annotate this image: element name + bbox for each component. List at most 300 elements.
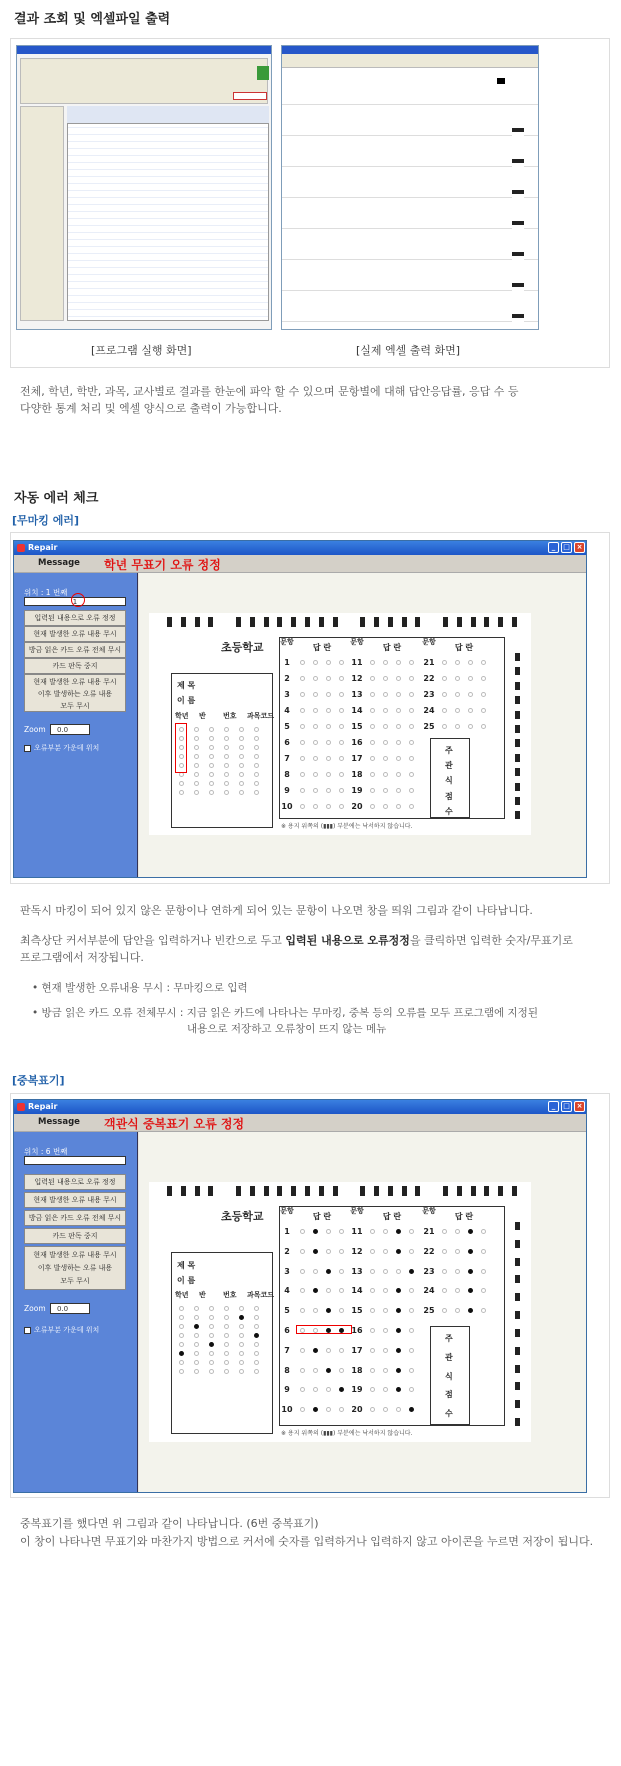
- omr-panel: [139, 1132, 587, 1493]
- bubble: [383, 660, 388, 665]
- bubble: [383, 1348, 388, 1353]
- timing-mark: [305, 1186, 310, 1196]
- ignore-card-button[interactable]: 방금 읽은 카드 오류 전체 무시: [24, 642, 126, 658]
- bubble: [326, 1348, 331, 1353]
- filled-bubble: [396, 1348, 401, 1353]
- filled-bubble: [396, 1308, 401, 1313]
- bubble: [409, 676, 414, 681]
- bubble: [224, 790, 229, 795]
- minimize-icon[interactable]: _: [548, 542, 559, 553]
- timing-mark: [264, 1186, 269, 1196]
- section1-description-2: 다양한 통계 처리 및 엑셀 양식으로 출력이 가능합니다.: [20, 402, 282, 415]
- question-number: 16: [351, 1326, 363, 1335]
- bubble: [254, 745, 259, 750]
- school-name: 초등학교: [221, 1210, 264, 1223]
- question-number: 14: [351, 706, 363, 715]
- bubble: [339, 740, 344, 745]
- bubble: [339, 788, 344, 793]
- bubble: [468, 676, 473, 681]
- side-timing-mark: [515, 768, 520, 776]
- question-number: 24: [423, 706, 435, 715]
- ignore-all-after-button[interactable]: [24, 1246, 126, 1290]
- bubble: [326, 788, 331, 793]
- timing-mark: [484, 617, 489, 627]
- bubble: [300, 1229, 305, 1234]
- title-bar: [14, 541, 586, 555]
- col-question: 문항: [422, 638, 436, 646]
- bubble: [339, 692, 344, 697]
- center-error-checkbox[interactable]: [24, 1325, 99, 1335]
- bubble: [409, 804, 414, 809]
- bubble: [442, 1308, 447, 1313]
- filled-bubble: [396, 1249, 401, 1254]
- filled-bubble: [396, 1387, 401, 1392]
- filled-bubble: [326, 1368, 331, 1373]
- side-timing-mark: [515, 725, 520, 733]
- question-number: 20: [351, 1405, 363, 1415]
- question-number: 7: [284, 1345, 290, 1355]
- close-icon[interactable]: ×: [574, 542, 585, 553]
- bubble: [339, 660, 344, 665]
- col-answer: 답 란: [312, 1212, 332, 1221]
- section1-description-1: 전체, 학년, 학반, 과목, 교사별로 결과를 한눈에 파악 할 수 있으며 문항별에 대해 답안응답률, 응답 수 등: [20, 385, 519, 398]
- bubble: [370, 1249, 375, 1254]
- info-header: 번호: [223, 1291, 237, 1300]
- bubble: [254, 727, 259, 732]
- bubble: [455, 676, 460, 681]
- bubble: [370, 1328, 375, 1333]
- col-question: 문항: [422, 1207, 436, 1215]
- bubble: [370, 1288, 375, 1293]
- timing-mark: [167, 617, 172, 627]
- card-note: ※ 용지 위쪽의 (▮▮▮) 부분에는 낙서하지 않습니다.: [281, 823, 413, 830]
- col-answer: 답 란: [382, 643, 402, 652]
- timing-mark: [360, 617, 365, 627]
- question-number: 16: [351, 738, 363, 747]
- bubble: [313, 1269, 318, 1274]
- question-number: 20: [351, 802, 363, 811]
- bubble: [224, 754, 229, 759]
- bubble: [409, 660, 414, 665]
- bullet-text: 현재 발생한 오류내용 무시 : 무마킹으로 입력: [41, 982, 248, 994]
- bubble: [326, 1407, 331, 1412]
- bubble: [370, 1229, 375, 1234]
- question-number: 4: [284, 1286, 290, 1296]
- bubble: [370, 804, 375, 809]
- bubble: [194, 754, 199, 759]
- nomark-paragraph-2: [20, 932, 573, 949]
- ignore-current-button[interactable]: 현재 발생한 오류 내용 무시: [24, 1192, 126, 1208]
- bubble: [409, 788, 414, 793]
- bubble: [442, 676, 447, 681]
- repair-window-nomark: [13, 540, 587, 878]
- question-number: 10: [281, 802, 293, 811]
- minimize-icon[interactable]: _: [548, 1101, 559, 1112]
- timing-mark: [402, 1186, 407, 1196]
- filled-bubble: [409, 1407, 414, 1412]
- bubble: [370, 1269, 375, 1274]
- bubble: [209, 727, 214, 732]
- bubble: [409, 1308, 414, 1313]
- omr-card: [149, 613, 531, 835]
- title-label: 제 목: [177, 1261, 196, 1270]
- bubble: [481, 708, 486, 713]
- timing-mark: [250, 1186, 255, 1196]
- bubble: [313, 1387, 318, 1392]
- bubble: [481, 660, 486, 665]
- timing-mark: [181, 617, 186, 627]
- maximize-icon[interactable]: □: [561, 1101, 572, 1112]
- bubble: [383, 1229, 388, 1234]
- zoom-input[interactable]: 0.0: [50, 724, 90, 735]
- school-name: 초등학교: [221, 641, 264, 654]
- bubble: [224, 727, 229, 732]
- bubble: [455, 708, 460, 713]
- dup-paragraph-1: 중복표기를 했다면 위 그림과 같이 나타납니다. (6번 중복표기): [20, 1517, 319, 1530]
- bubble: [339, 676, 344, 681]
- menu-message[interactable]: Message: [38, 1117, 80, 1127]
- bubble: [409, 1229, 414, 1234]
- bubble: [442, 692, 447, 697]
- bubble: [326, 1387, 331, 1392]
- filled-bubble: [313, 1229, 318, 1234]
- col-answer: 답 란: [382, 1212, 402, 1221]
- col-question: 문항: [280, 638, 294, 646]
- info-header: 번호: [223, 711, 237, 720]
- question-number: 22: [423, 1246, 435, 1256]
- bubble: [370, 692, 375, 697]
- subjective-char: 식: [445, 1371, 453, 1381]
- bubble: [455, 692, 460, 697]
- side-timing-mark: [515, 754, 520, 762]
- program-screenshot: [16, 45, 272, 330]
- bubble: [370, 724, 375, 729]
- bubble: [442, 1229, 447, 1234]
- position-label: 위치 : 6 번째: [24, 1147, 68, 1156]
- filled-bubble: [468, 1229, 473, 1234]
- checkbox-label: 오류부분 가운데 위치: [34, 1326, 100, 1334]
- zoom-label: Zoom: [24, 1304, 46, 1313]
- bubble: [313, 660, 318, 665]
- col-question: 문항: [350, 638, 364, 646]
- bubble: [370, 1407, 375, 1412]
- question-number: 19: [351, 786, 363, 795]
- bubble: [396, 708, 401, 713]
- bubble: [326, 772, 331, 777]
- checkbox-label: 오류부분 가운데 위치: [34, 744, 100, 752]
- question-number: 9: [284, 786, 290, 795]
- timing-mark: [264, 617, 269, 627]
- bubble: [396, 788, 401, 793]
- checkbox-icon: [24, 745, 31, 752]
- bubble: [370, 772, 375, 777]
- side-timing-mark: [515, 1240, 520, 1248]
- col-question: 문항: [280, 1207, 294, 1215]
- bubble: [409, 1328, 414, 1333]
- center-error-checkbox[interactable]: [24, 743, 99, 753]
- section-heading-results: 결과 조회 및 엑셀파일 출력: [14, 12, 171, 27]
- bubble: [481, 724, 486, 729]
- col-answer: 답 란: [454, 1212, 474, 1221]
- filled-bubble: [326, 1308, 331, 1313]
- ignore-all-after-button[interactable]: [24, 674, 126, 712]
- subjective-score-box: [430, 1326, 470, 1425]
- bubble: [383, 788, 388, 793]
- bubble: [455, 1269, 460, 1274]
- timing-mark: [250, 617, 255, 627]
- bubble: [383, 692, 388, 697]
- bubble: [239, 727, 244, 732]
- app-icon: [17, 1103, 25, 1111]
- subjective-char: 점: [445, 791, 453, 801]
- bubble: [481, 1229, 486, 1234]
- bubble: [300, 708, 305, 713]
- bubble: [300, 1249, 305, 1254]
- bubble: [339, 1348, 344, 1353]
- bubble: [239, 754, 244, 759]
- info-header: 과목코드: [247, 711, 275, 720]
- bubble: [313, 804, 318, 809]
- bubble: [396, 804, 401, 809]
- question-number: 23: [423, 1266, 435, 1276]
- bubble: [339, 724, 344, 729]
- bubble: [326, 676, 331, 681]
- timing-mark: [360, 1186, 365, 1196]
- button-line: 이후 발생하는 오류 내용: [37, 690, 113, 698]
- bubble: [254, 754, 259, 759]
- bubble: [313, 756, 318, 761]
- timing-mark: [236, 617, 241, 627]
- filled-bubble: [313, 1249, 318, 1254]
- bubble: [455, 1229, 460, 1234]
- subjective-char: 수: [445, 806, 453, 816]
- side-timing-mark: [515, 682, 520, 690]
- bubble: [339, 756, 344, 761]
- screenshot-frame: [10, 38, 610, 368]
- bubble: [326, 1229, 331, 1234]
- bubble: [370, 660, 375, 665]
- bubble: [300, 676, 305, 681]
- button-line: 이후 발생하는 오류 내용: [37, 1264, 113, 1272]
- excel-screenshot: [281, 45, 539, 330]
- stop-reading-button[interactable]: 카드 판독 중지: [24, 1228, 126, 1244]
- bullet-1: • 현재 발생한 오류내용 무시 : 무마킹으로 입력: [32, 982, 248, 994]
- bubble: [370, 1308, 375, 1313]
- repair-window-dup: [13, 1099, 587, 1493]
- bubble: [239, 781, 244, 786]
- bubble: [339, 804, 344, 809]
- bubble: [383, 772, 388, 777]
- bubble: [254, 781, 259, 786]
- close-icon[interactable]: ×: [574, 1101, 585, 1112]
- bubble: [409, 756, 414, 761]
- timing-mark: [181, 1186, 186, 1196]
- side-timing-mark: [515, 1400, 520, 1408]
- filled-bubble: [468, 1249, 473, 1254]
- bubble: [481, 1308, 486, 1313]
- timing-mark: [443, 617, 448, 627]
- bubble: [339, 1407, 344, 1412]
- bubble: [383, 740, 388, 745]
- app-icon: [17, 544, 25, 552]
- timing-mark: [208, 617, 213, 627]
- bubble: [254, 736, 259, 741]
- subjective-char: 관: [445, 1352, 453, 1362]
- apply-correction-button[interactable]: 입력된 내용으로 오류 정정: [24, 1174, 126, 1190]
- filled-bubble: [313, 1288, 318, 1293]
- question-number: 4: [284, 706, 290, 715]
- bubble: [209, 763, 214, 768]
- question-number: 18: [351, 1365, 363, 1375]
- menu-message[interactable]: Message: [38, 558, 80, 568]
- position-input[interactable]: [24, 1156, 126, 1165]
- filled-bubble: [468, 1288, 473, 1293]
- timing-mark: [512, 1186, 517, 1196]
- bubble: [179, 790, 184, 795]
- timing-mark: [333, 1186, 338, 1196]
- bubble: [409, 708, 414, 713]
- side-timing-mark: [515, 1347, 520, 1355]
- title-bar: [14, 1100, 586, 1114]
- col-answer: 답 란: [454, 643, 474, 652]
- timing-mark: [388, 1186, 393, 1196]
- bubble: [300, 1368, 305, 1373]
- timing-mark: [498, 1186, 503, 1196]
- nomark-paragraph-1: 판독시 마킹이 되어 있지 않은 문항이나 연하게 되어 있는 문항이 나오면 창을 띄워 그림과 같이 나타납니다.: [20, 904, 533, 917]
- question-number: 12: [351, 1246, 363, 1256]
- dup-paragraph-2: 이 창이 나타나면 무표기와 마찬가지 방법으로 커서에 숫자를 입력하거나 입력하지 않고 아이콘을 누르면 저장이 됩니다.: [20, 1535, 594, 1548]
- bullet-text: 방금 읽은 카드 오류 전체무시 : 지금 읽은 카드에 나타나는 무마킹, 중복 등의 오류를 모두 프로그램에 지정된: [41, 1007, 538, 1019]
- apply-correction-button[interactable]: 입력된 내용으로 오류 정정: [24, 610, 126, 626]
- stop-reading-button[interactable]: 카드 판독 중지: [24, 658, 126, 674]
- ignore-card-button[interactable]: 방금 읽은 카드 오류 전체 무시: [24, 1210, 126, 1226]
- error-title: 학년 무표기 오류 정정: [104, 558, 221, 572]
- bubble: [370, 740, 375, 745]
- bubble: [383, 724, 388, 729]
- side-timing-mark: [515, 711, 520, 719]
- question-number: 8: [284, 1365, 290, 1375]
- bubble: [209, 754, 214, 759]
- bubble: [209, 772, 214, 777]
- side-timing-mark: [515, 811, 520, 819]
- timing-mark: [512, 617, 517, 627]
- title-label: 제 목: [177, 680, 196, 690]
- info-header: 학년: [175, 711, 189, 720]
- position-input[interactable]: 1: [24, 597, 126, 606]
- bubble: [409, 1387, 414, 1392]
- filled-bubble: [313, 1407, 318, 1412]
- error-highlight-box: [175, 723, 187, 773]
- question-number: 5: [284, 1306, 290, 1316]
- side-timing-mark: [515, 696, 520, 704]
- window-title: Repair: [28, 543, 58, 552]
- bubble: [339, 772, 344, 777]
- timing-mark: [319, 1186, 324, 1196]
- bubble: [300, 804, 305, 809]
- bubble: [239, 763, 244, 768]
- bubble: [224, 763, 229, 768]
- filled-bubble: [326, 1269, 331, 1274]
- question-number: 21: [423, 658, 435, 667]
- bubble: [254, 772, 259, 777]
- bubble: [326, 724, 331, 729]
- side-timing-mark: [515, 1293, 520, 1301]
- side-timing-mark: [515, 1329, 520, 1337]
- bubble: [396, 756, 401, 761]
- side-timing-mark: [515, 797, 520, 805]
- bubble: [300, 772, 305, 777]
- bubble: [383, 756, 388, 761]
- timing-mark: [167, 1186, 172, 1196]
- bubble: [339, 1269, 344, 1274]
- timing-mark: [457, 617, 462, 627]
- timing-mark: [208, 1186, 213, 1196]
- caption-excel: [실제 엑셀 출력 화면]: [356, 344, 461, 357]
- side-timing-mark: [515, 1275, 520, 1283]
- subjective-char: 관: [445, 761, 453, 771]
- timing-mark: [443, 1186, 448, 1196]
- side-timing-mark: [515, 1258, 520, 1266]
- timing-mark: [277, 1186, 282, 1196]
- timing-mark: [195, 617, 200, 627]
- button-line: 모두 무시: [60, 702, 90, 710]
- subjective-char: 주: [445, 746, 453, 755]
- bubble: [481, 1269, 486, 1274]
- bubble: [481, 692, 486, 697]
- bubble: [383, 804, 388, 809]
- bubble: [194, 727, 199, 732]
- bubble: [209, 790, 214, 795]
- ignore-current-button[interactable]: 현재 발생한 오류 내용 무시: [24, 626, 126, 642]
- bubble: [468, 724, 473, 729]
- bubble: [224, 736, 229, 741]
- bubble: [383, 1288, 388, 1293]
- maximize-icon[interactable]: □: [561, 542, 572, 553]
- bullet-2-cont: 내용으로 저장하고 오류창이 뜨지 않는 메뉴: [187, 1023, 387, 1035]
- text-span: 을 클릭하면 입력한 숫자/무표기로: [409, 934, 573, 947]
- bubble: [194, 781, 199, 786]
- bubble: [409, 1368, 414, 1373]
- question-number: 19: [351, 1385, 363, 1395]
- timing-mark: [291, 617, 296, 627]
- section-heading-error-check: 자동 에러 체크: [14, 491, 99, 506]
- bubble: [339, 708, 344, 713]
- caption-program: [프로그램 실행 화면]: [91, 344, 192, 357]
- bubble: [383, 1249, 388, 1254]
- timing-mark: [236, 1186, 241, 1196]
- bubble: [383, 1328, 388, 1333]
- question-number: 21: [423, 1227, 435, 1236]
- question-number: 18: [351, 770, 363, 779]
- subheading-nomark: [무마킹 에러]: [12, 514, 80, 527]
- bubble: [396, 692, 401, 697]
- filled-bubble: [313, 1348, 318, 1353]
- bubble: [370, 708, 375, 713]
- timing-mark: [415, 1186, 420, 1196]
- question-number: 6: [284, 1326, 290, 1335]
- bubble: [409, 1249, 414, 1254]
- bubble: [409, 740, 414, 745]
- info-header: 과목코드: [247, 1291, 275, 1300]
- timing-mark: [333, 617, 338, 627]
- checkbox-icon: [24, 1327, 31, 1334]
- question-number: 6: [284, 738, 290, 747]
- omr-panel: [139, 573, 587, 878]
- side-timing-mark: [515, 1382, 520, 1390]
- bubble: [300, 1269, 305, 1274]
- side-timing-mark: [515, 1418, 520, 1426]
- zoom-input[interactable]: 0.0: [50, 1303, 90, 1314]
